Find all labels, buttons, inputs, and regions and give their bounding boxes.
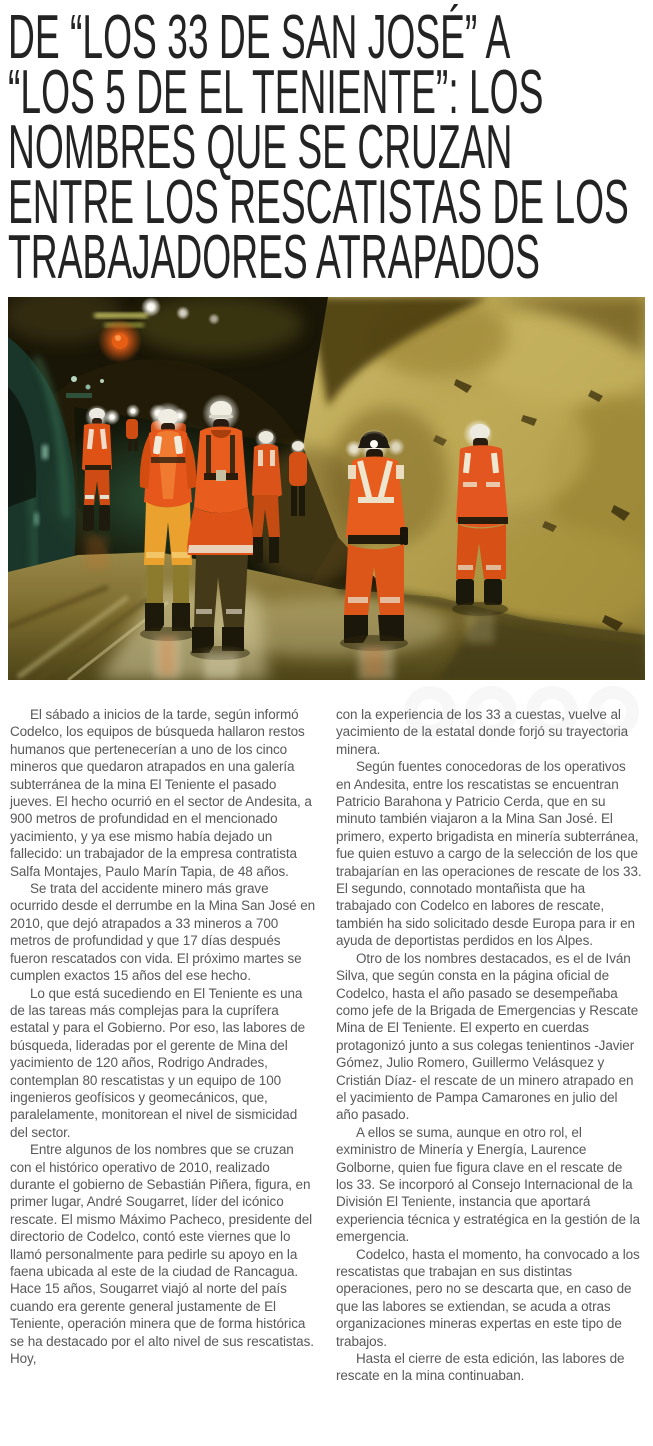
article-photo <box>8 297 645 680</box>
body-paragraph: Lo que está sucediendo en El Teniente es una de las tareas más complejas para la cuprífera estatal y para el Gobierno. Por eso, las labores de búsqueda, lideradas por el gerente de Mina del yacimiento de 120 años, Rodrigo Andrades, contemplan 80 rescatistas y un equipo de 100 ingenieros geofísicos y geomecánicos, que, paralelamente, monitorean el nivel de sismicidad del sector. <box>10 985 306 1140</box>
body-paragraph: Según fuentes conocedoras de los operativos en Andesita, entre los rescatistas se encuentran Patricio Barahona y Patricio Cerda, que en su minuto también viajaron a la Mina San José. El primero, experto brigadista en minería subterránea, fue quien estuvo a cargo de la selección de los que trabajarían en las operaciones de rescate de los 33. El segundo, connotado montañista que ha trabajado con Codelco en labores de rescate, también ha sido solicitado desde Europa para ir en ayuda de deportistas perdidos en los Alpes. <box>336 759 642 949</box>
body-paragraph: A ellos se suma, aunque en otro rol, el exministro de Minería y Energía, Laurence Golborne, quien fue figura clave en el rescate de los 33. Se incorporó al Consejo Internacional de la División El Teniente, instancia que aportará experiencia técnica y estratégica en la gestión de la emergencia. <box>336 1124 640 1245</box>
body-paragraph: Se trata del accidente minero más grave ocurrido desde el derrumbe en la Mina San José en 2010, que dejó atrapados a 33 mineros a 700 metros de profundidad y que 17 días después fueron rescatados con vida. El próximo martes se cumplen exactos 15 años del ese hecho. <box>10 881 316 984</box>
headline-line: TRABAJADORES ATRAPADOS <box>8 223 540 292</box>
body-column-left <box>10 706 316 1385</box>
headline-line: “LOS 5 DE EL TENIENTE”: LOS <box>8 58 544 127</box>
mine-tunnel-illustration <box>8 297 645 680</box>
body-paragraph: Hasta el cierre de esta edición, las labores de rescate en la mina continuaban. <box>336 1351 625 1384</box>
body-paragraph: Otro de los nombres destacados, es el de Iván Silva, que según consta en la página oficial de Codelco, hasta el año pasado se desempeñaba como jefe de la Brigada de Emergencias y Rescate Mina de El Teniente. El experto en cuerdas protagonizó junto a sus colegas tenientinos -Javier Gómez, Julio Romero, Guillermo Velásquez y Cristián Díaz- el rescate de un minero atrapado en el yacimiento de Pampa Camarones en julio del año pasado. <box>336 950 639 1123</box>
headline-line: DE “LOS 33 DE SAN JOSÉ” A <box>8 3 511 72</box>
headline-line: ENTRE LOS RESCATISTAS DE LOS <box>8 168 629 237</box>
body-paragraph: Entre algunos de los nombres que se cruzan con el histórico operativo de 2010, realizado durante el gobierno de Sebastián Piñera, figura, en primer lugar, André Sougarret, líder del icónico rescate. El mismo Máximo Pacheco, presidente del directorio de Codelco, contó este viernes que lo llamó personalmente para pedirle su apoyo en la faena ubicada al este de la ciudad de Rancagua. Hace 15 años, Sougarret viajó al norte del país cuando era gerente general justamente de El Teniente, operación minera que de forma histórica se ha destacado por el alto nivel de sus rescatistas. Hoy, <box>10 1142 314 1367</box>
body-paragraph: con la experiencia de los 33 a cuestas, vuelve al yacimiento de la estatal donde forjó su trayectoria minera. <box>336 707 629 757</box>
body-column-right <box>336 706 642 1385</box>
page-title <box>0 0 653 292</box>
article-body <box>0 706 653 1385</box>
body-paragraph: Codelco, hasta el momento, ha convocado a los rescatistas que trabajan en sus distintas operaciones, pero no se descarta que, en caso de que las labores se extiendan, se acuda a otras organizaciones mineras expertas en este tipo de trabajos. <box>336 1246 640 1349</box>
headline-line: NOMBRES QUE SE CRUZAN <box>8 113 513 182</box>
body-paragraph: El sábado a inicios de la tarde, según informó Codelco, los equipos de búsqueda hallaron restos humanos que pertenecerían a uno de los cinco mineros que quedaron atrapados en una galería subterránea de la mina El Teniente el pasado jueves. El hecho ocurrió en el sector de Andesita, a 900 metros de profundidad en el mencionado yacimiento, y ya ese mismo había dejado un fallecido: un trabajador de la empresa contratista Salfa Montajes, Paulo Marín Tapia, de 48 años. <box>10 707 312 879</box>
